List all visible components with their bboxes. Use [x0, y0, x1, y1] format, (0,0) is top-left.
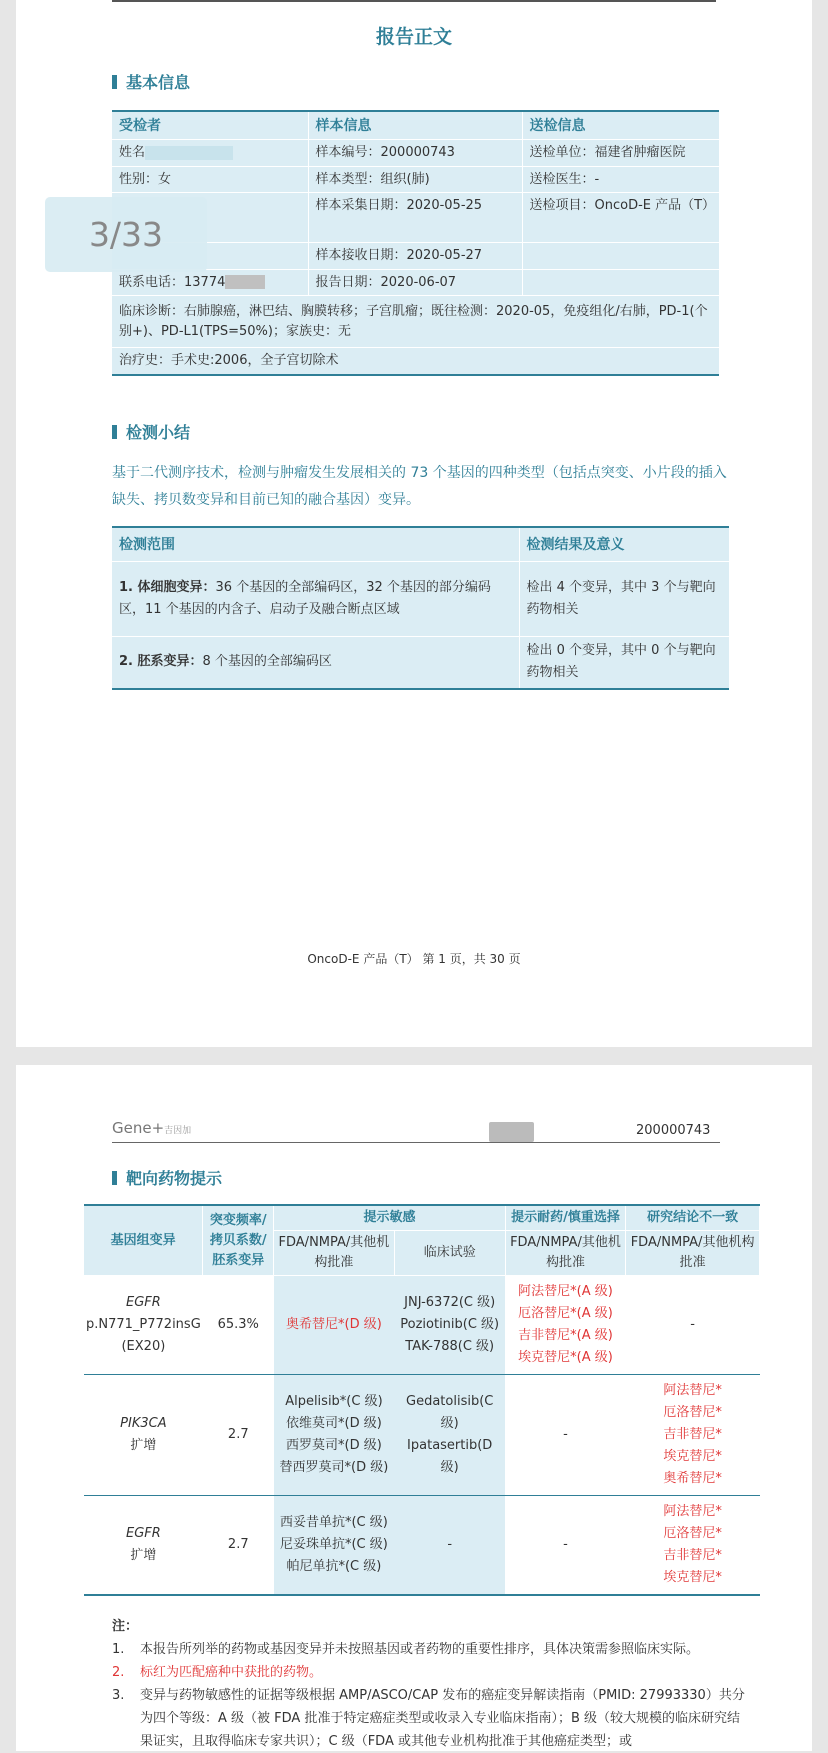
- redaction-mask: [225, 275, 265, 289]
- cell-scope-somatic: 1. 体细胞变异：36 个基因的全部编码区，32 个基因的部分编码区，11 个基因的内含子、启动子及融合断点区域: [112, 562, 519, 637]
- cell-trial: -: [394, 1496, 505, 1596]
- header-rule: [112, 1142, 720, 1143]
- section-basic-info: [112, 70, 190, 93]
- cell-fda-sensitive: 奥希替尼*(D 级): [274, 1276, 394, 1375]
- cell-scope-germline: 2. 胚系变异：8 个基因的全部编码区: [112, 637, 519, 689]
- cell-treatment: 治疗史：手术史:2006，全子宫切除术: [112, 348, 719, 375]
- cell-conflicting: 阿法替尼* 厄洛替尼* 吉非替尼* 埃克替尼* 奥希替尼*: [626, 1375, 760, 1496]
- subheader-trial: 临床试验: [394, 1231, 505, 1276]
- table-row: [84, 1276, 760, 1375]
- report-page-1: [16, 0, 812, 1047]
- subheader-fda: FDA/NMPA/其他机构批准: [274, 1231, 394, 1276]
- cell-fda-sensitive: Alpelisib*(C 级) 依维莫司*(D 级) 西罗莫司*(D 级) 替西罗莫司*(D 级): [274, 1375, 394, 1496]
- redaction-mask: [145, 146, 233, 160]
- cell-empty: [522, 270, 719, 296]
- table-row: [84, 1496, 760, 1596]
- cell-freq: 2.7: [227, 1537, 249, 1552]
- subheader-fda: FDA/NMPA/其他机构批准: [505, 1231, 625, 1276]
- header-sensitive: 提示敏感: [274, 1205, 506, 1231]
- cell-doctor: 送检医生：-: [522, 167, 719, 193]
- cell-collect-date: 样本采集日期：2020-05-25: [308, 193, 522, 243]
- gene-plus-logo: Gene+吉因加: [112, 1119, 192, 1137]
- cell-resistant: -: [563, 1537, 568, 1552]
- section-bar-icon: [112, 75, 117, 89]
- cell-trial: Gedatolisib(C 级) Ipatasertib(D 级): [394, 1375, 505, 1496]
- header-patient: 受检者: [112, 111, 308, 140]
- cell-gene: PIK3CA 扩增: [84, 1375, 203, 1496]
- cell-receive-date: 样本接收日期：2020-05-27: [308, 243, 522, 270]
- cell-submit-unit: 送检单位：福建省肿瘤医院: [522, 140, 719, 167]
- cell-sample-id: 样本编号：200000743: [308, 140, 522, 167]
- section-title: 靶向药物提示: [126, 1169, 223, 1188]
- header-result: 检测结果及意义: [519, 527, 729, 562]
- summary-table: [112, 526, 729, 690]
- report-page-2: [16, 1065, 812, 1751]
- section-targeted-drugs: [112, 1166, 222, 1189]
- header-submit: 送检信息: [522, 111, 719, 140]
- note-item: 1. 本报告所列举的药物或基因变异并未按照基因或者药物的重要性排序，具体决策需参照临床实际。: [112, 1642, 700, 1657]
- section-bar-icon: [112, 425, 117, 439]
- note-item: 3. 变异与药物敏感性的证据等级根据 AMP/ASCO/CAP 发布的癌症变异解读指南（PMID: 27993330）共分为四个等级：A 级（被 FDA 批准于特定癌症类型或收录入专业临床指南）；B 级（较大规模的临床研究结果证实，且取得临床专家共识）；C 级（FDA 或其他专业机构批准于其他癌症类型；或: [112, 1688, 745, 1749]
- cell-product: 送检项目：OncoD-E 产品（T）: [522, 193, 719, 243]
- cell-freq: 65.3%: [203, 1276, 274, 1375]
- header-resistant: 提示耐药/慎重选择: [505, 1205, 625, 1231]
- cell-fda-sensitive: 西妥昔单抗*(C 级) 尼妥珠单抗*(C 级) 帕尼单抗*(C 级): [274, 1496, 394, 1596]
- cell-resistant: -: [505, 1375, 625, 1496]
- cell-freq: 2.7: [203, 1375, 274, 1496]
- page-footer: OncoD-E 产品（T） 第 1 页，共 30 页: [307, 952, 521, 966]
- cell-diagnosis: 临床诊断：右肺腺癌，淋巴结、胸膜转移；子宫肌瘤；既往检测：2020-05，免疫组化/右肺，PD-1(个别+)、PD-L1(TPS=50%)；家族史：无: [112, 296, 719, 348]
- notes: [112, 1615, 752, 1753]
- cell-resistant: 阿法替尼*(A 级) 厄洛替尼*(A 级) 吉非替尼*(A 级) 埃克替尼*(A 级): [505, 1276, 625, 1375]
- header-frequency: 突变频率/拷贝系数/胚系变异: [203, 1205, 274, 1276]
- report-title: 报告正文: [375, 26, 452, 48]
- section-title: 基本信息: [126, 73, 191, 92]
- sample-id: 200000743: [636, 1123, 711, 1138]
- cell-conflicting: 阿法替尼* 厄洛替尼* 吉非替尼* 埃克替尼*: [663, 1504, 722, 1585]
- page-indicator-badge: 3/33: [45, 197, 207, 272]
- cell-phone: 联系电话：13774: [112, 270, 308, 296]
- note-item: 2. 标红为匹配癌种中获批的药物。: [112, 1665, 323, 1680]
- targeted-drug-table: [84, 1204, 760, 1596]
- header-gene-variant: 基因组变异: [84, 1205, 203, 1276]
- cell-gender: 性别：女: [112, 167, 308, 193]
- section-title: 检测小结: [126, 423, 191, 442]
- cell-conflicting: -: [626, 1276, 760, 1375]
- cell-name: 姓名: [112, 140, 308, 167]
- cell-report-date: 报告日期：2020-06-07: [308, 270, 522, 296]
- cell-empty: [522, 243, 719, 270]
- redaction-mask: [489, 1122, 534, 1142]
- header-scope: 检测范围: [112, 527, 519, 562]
- notes-title: 注：: [112, 1619, 139, 1634]
- top-rule: [112, 0, 716, 2]
- cell-result-somatic: 检出 4 个变异，其中 3 个与靶向药物相关: [519, 562, 729, 637]
- header-sample: 样本信息: [308, 111, 522, 140]
- cell-result-germline: 检出 0 个变异，其中 0 个与靶向药物相关: [519, 637, 729, 689]
- subheader-fda: FDA/NMPA/其他机构批准: [626, 1231, 760, 1276]
- section-bar-icon: [112, 1171, 117, 1185]
- section-summary: [112, 420, 190, 443]
- cell-gene: EGFR p.N771_P772insG (EX20): [84, 1276, 203, 1375]
- table-row: [84, 1375, 760, 1496]
- cell-gene: EGFR 扩增: [125, 1526, 161, 1563]
- header-conflicting: 研究结论不一致: [626, 1205, 760, 1231]
- cell-trial: JNJ-6372(C 级) Poziotinib(C 级) TAK-788(C 级): [394, 1276, 505, 1375]
- summary-intro: 基于二代测序技术，检测与肿瘤发生发展相关的 73 个基因的四种类型（包括点突变、小片段的插入缺失、拷贝数变异和目前已知的融合基因）变异。: [112, 465, 727, 508]
- cell-sample-type: 样本类型：组织(肺): [308, 167, 522, 193]
